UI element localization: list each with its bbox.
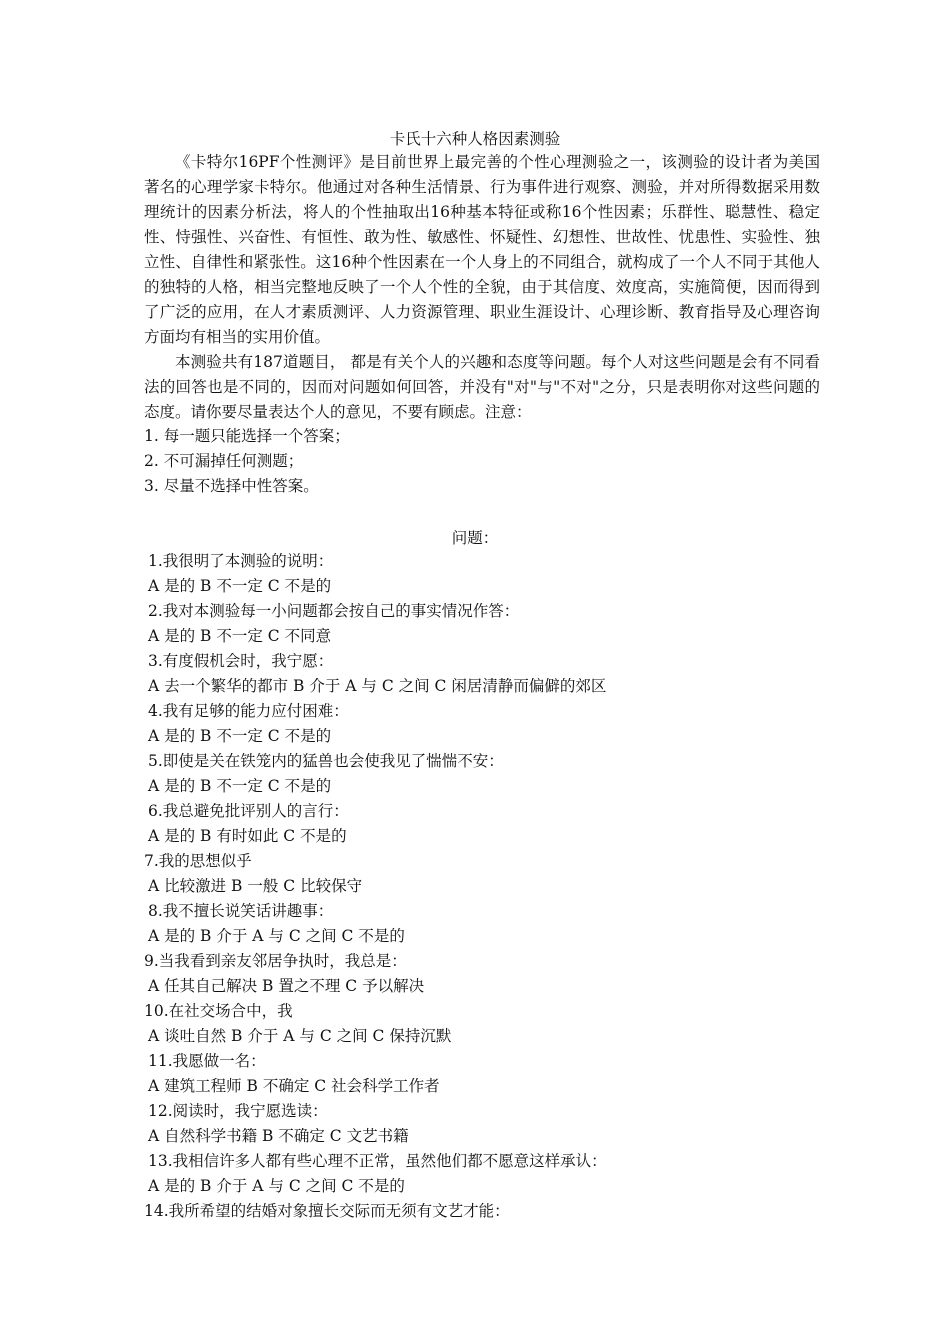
question-text: 13.我相信许多人都有些心理不正常，虽然他们都不愿意这样承认： <box>148 1152 607 1170</box>
question-options: A 去一个繁华的都市 B 介于 A 与 C 之间 C 闲居清静而偏僻的郊区 <box>148 677 607 695</box>
question-text: 2.我对本测验每一小问题都会按自己的事实情况作答： <box>148 602 520 620</box>
question-text: 1.我很明了本测验的说明： <box>148 552 334 570</box>
question-text: 3.有度假机会时，我宁愿： <box>148 652 334 670</box>
question-options: A 建筑工程师 B 不确定 C 社会科学工作者 <box>148 1077 440 1095</box>
intro-section <box>144 150 820 425</box>
question-text: 10.在社交场合中，我 <box>144 1002 293 1020</box>
question-options: A 是的 B 不一定 C 不是的 <box>148 577 332 595</box>
questions-heading: 问题： <box>451 529 499 547</box>
question-options: A 是的 B 不一定 C 不同意 <box>148 627 332 645</box>
question-text: 9.当我看到亲友邻居争执时，我总是： <box>144 952 407 970</box>
note-item: 2. 不可漏掉任何测题； <box>144 452 304 470</box>
question-text: 11.我愿做一名： <box>148 1052 266 1070</box>
question-options: A 任其自己解决 B 置之不理 C 予以解决 <box>148 977 425 995</box>
question-options: A 是的 B 介于 A 与 C 之间 C 不是的 <box>148 927 405 945</box>
question-text: 6.我总避免批评别人的言行： <box>148 802 349 820</box>
question-options: A 自然科学书籍 B 不确定 C 文艺书籍 <box>148 1127 409 1145</box>
question-options: A 是的 B 介于 A 与 C 之间 C 不是的 <box>148 1177 405 1195</box>
question-options: A 是的 B 有时如此 C 不是的 <box>148 827 347 845</box>
question-text: 8.我不擅长说笑话讲趣事： <box>148 902 334 920</box>
question-options: A 是的 B 不一定 C 不是的 <box>148 727 332 745</box>
question-options: A 是的 B 不一定 C 不是的 <box>148 777 332 795</box>
intro-paragraph-1: 《卡特尔16PF个性测评》是目前世界上最完善的个性心理测验之一，该测验的设计者为美国著名的心理学家卡特尔。他通过对各种生活情景、行为事件进行观察、测验，并对所得数据采用数理统计的因素分析法，将人的个性抽取出16种基本特征或称16个性因素；乐群性、聪慧性、稳定性、恃强性、兴奋性、有恒性、敢为性、敏感性、怀疑性、幻想性、世故性、忧患性、实验性、独立性、自律性和紧张性。这16种个性因素在一个人身上的不同组合，就构成了一个人不同于其他人的独特的人格，相当完整地反映了一个人个性的全貌，由于其信度、效度高，实施简便，因而得到了广泛的应用，在人才素质测评、人力资源管理、职业生涯设计、心理诊断、教育指导及心理咨询方面均有相当的实用价值。 <box>144 153 820 346</box>
note-item: 1. 每一题只能选择一个答案； <box>144 427 350 445</box>
question-options: A 比较激进 B 一般 C 比较保守 <box>148 877 363 895</box>
document-title: 卡氏十六种人格因素测验 <box>389 130 561 148</box>
intro-paragraph-2: 本测验共有187道题目， 都是有关个人的兴趣和态度等问题。每个人对这些问题是会有不同看法的回答也是不同的，因而对问题如何回答，并没有"对"与"不对"之分，只是表明你对这些问题的态度。请你要尽量表达个人的意见，不要有顾虑。注意： <box>144 353 820 421</box>
question-options: A 谈吐自然 B 介于 A 与 C 之间 C 保持沉默 <box>148 1027 452 1045</box>
note-item: 3. 尽量不选择中性答案。 <box>144 477 319 495</box>
question-text: 14.我所希望的结婚对象擅长交际而无须有文艺才能： <box>144 1202 510 1220</box>
question-text: 12.阅读时，我宁愿选读： <box>148 1102 328 1120</box>
question-text: 7.我的思想似乎 <box>144 852 252 870</box>
question-text: 5.即使是关在铁笼内的猛兽也会使我见了惴惴不安： <box>148 752 504 770</box>
question-list <box>144 549 844 1224</box>
question-text: 4.我有足够的能力应付困难： <box>148 702 349 720</box>
